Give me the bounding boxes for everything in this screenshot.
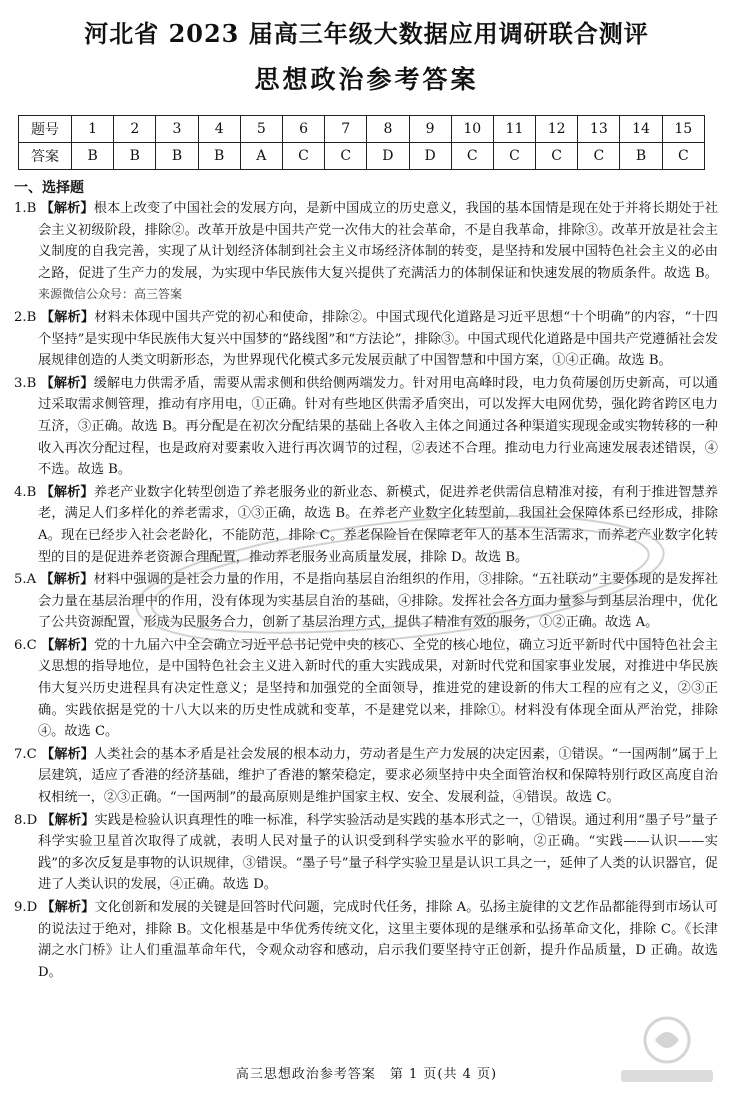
analysis-tag: 【解析】 [40, 746, 95, 762]
item-text: 根本上改变了中国社会的发展方向，是新中国成立的历史意义，我国的基本国情是现在处于并将长期处于社会主义初级阶段，排除②。改革开放是中国共产党一次伟大的社会革命，不是自我革命，排除③。改革开放是社会主义制度的自我完善，实现了从计划经济体制到社会主义市场经济体制的转变，是坚持和发展中国特色社会主义的必由之路，促进了生产力的发展，为实现中华民族伟大复兴提供了充满活力的体制保证和快速发展的物质条件。故选 B。 [38, 201, 718, 281]
section-title: 一、选择题 [14, 180, 84, 196]
page-title: 河北省 2023 届高三年级大数据应用调研联合测评 [84, 19, 649, 48]
answer-cell: C [325, 143, 367, 170]
answer-cell: C [282, 143, 324, 170]
question-number-cell: 10 [451, 116, 493, 143]
question-number-cell: 12 [536, 116, 578, 143]
explanation-item [14, 482, 718, 568]
answer-cell: C [536, 143, 578, 170]
answer-cell: C [493, 143, 535, 170]
analysis-tag: 【解析】 [40, 637, 95, 653]
page-footer: 高三思想政治参考答案 第 1 页(共 4 页) [235, 1067, 498, 1082]
item-number: 1.B [14, 201, 37, 216]
question-number-cell: 8 [367, 116, 409, 143]
explanation-item [14, 198, 718, 306]
item-number: 5.A [14, 572, 37, 588]
item-text: 养老产业数字化转型创造了养老服务业的新业态、新模式，促进养老供需信息精准对接，有利于推进智慧养老，满足人们多样化的养老需求，①③正确，故选 B。在养老产业数字化转型前，我国社会保障体系已经形成，排除 A。现在已经步入社会老龄化，不能防范，排除 C。养老保险旨在保障老年人的基本生活需求，而养老产业数字化转型的目的是促进养老资源合理配置，推动养老服务业高质量发展，排除 D。故选 B。 [38, 484, 718, 565]
explanation-list [14, 198, 718, 984]
item-number: 7.C [14, 746, 37, 762]
question-number-cell: 5 [240, 116, 282, 143]
explanation-item [14, 569, 718, 634]
explanation-item [14, 307, 718, 372]
answer-table-answer-row [19, 143, 705, 170]
explanation-item [14, 744, 718, 809]
analysis-tag: 【解析】 [40, 572, 94, 588]
answer-table [18, 115, 705, 170]
question-number-cell: 1 [72, 116, 114, 143]
answer-cell: C [451, 143, 493, 170]
item-text: 文化创新和发展的关键是回答时代问题，完成时代任务，排除 A。弘扬主旋律的文艺作品都能得到市场认可的说法过于绝对，排除 B。文化根基是中华优秀传统文化，这里主要体现的是继承和弘扬革命文化，排除 C。《长津湖之水门桥》让人们重温革命年代，令观众动容和感动，启示我们要坚持守正创新，提升作品质量，D 正确。故选 D。 [38, 900, 718, 980]
row-label-numbers: 题号 [19, 116, 72, 143]
answer-cell: B [72, 143, 114, 170]
source-note: 来源微信公众号：高三答案 [38, 287, 183, 302]
question-number-cell: 14 [620, 116, 662, 143]
answer-cell: D [409, 143, 451, 170]
item-text: 材料未体现中国共产党的初心和使命，排除②。中国式现代化道路是习近平思想“十个明确”的内容，“十四个坚持”是实现中华民族伟大复兴中国梦的“路线图”和“方法论”，排除③。中国式现代化道路是中国共产党遵循社会发展规律创造的人类文明新形态，为世界现代化模式多元发展贡献了中国智慧和中国方案，①④正确。故选 B。 [38, 309, 718, 369]
answer-cell: D [367, 143, 409, 170]
item-text: 人类社会的基本矛盾是社会发展的根本动力，劳动者是生产力发展的决定因素，①错误。“一国两制”属于上层建筑，适应了香港的经济基础，维护了香港的繁荣稳定，要求必须坚持中央全面管治权和保障特别行政区高度自治权相统一，②③正确。“一国两制”的最高原则是维护国家主权、安全、发展利益，④错误。故选 C。 [38, 746, 718, 806]
analysis-tag: 【解析】 [40, 309, 95, 325]
answer-table-number-row [19, 116, 705, 143]
item-text: 材料中强调的是社会力量的作用，不是指向基层自治组织的作用，③排除。“五社联动”主要体现的是发挥社会力量在基层治理中的作用，没有体现为实基层自治的基础，④排除。发挥社会各方面力量参与到基层治理中，优化了公共资源配置，形成为民服务合力，创新了基层治理方式，提供了精准有效的服务，①②正确。故选 A。 [38, 572, 718, 631]
item-number: 8.D [14, 812, 38, 828]
explanation-item [14, 897, 718, 983]
item-number: 4.B [14, 484, 37, 500]
item-number: 9.D [14, 900, 38, 915]
question-number-cell: 11 [493, 116, 535, 143]
question-number-cell: 7 [325, 116, 367, 143]
question-number-cell: 4 [198, 116, 240, 143]
answer-cell: C [578, 143, 620, 170]
item-number: 6.C [14, 637, 37, 653]
answer-cell: B [198, 143, 240, 170]
item-number: 3.B [14, 375, 37, 391]
question-number-cell: 3 [156, 116, 198, 143]
question-number-cell: 9 [409, 116, 451, 143]
analysis-tag: 【解析】 [40, 201, 94, 216]
question-number-cell: 6 [282, 116, 324, 143]
analysis-tag: 【解析】 [40, 484, 94, 500]
item-text: 党的十九届六中全会确立习近平总书记党中央的核心、全党的核心地位，确立习近平新时代中国特色社会主义思想的指导地位，是中国特色社会主义进入新时代的重大实践成果，对新时代党和国家事业发展，对推进中华民族伟大复兴历史进程具有决定性意义；是坚持和加强党的全面领导，推进党的建设新的伟大工程的应有之义，②③正确。实践依据是党的十八大以来的历史性成就和变革，不是建党以来，排除①。材料没有体现全面从严治党，排除④。故选 C。 [38, 637, 718, 740]
explanation-item [14, 635, 718, 743]
item-number: 2.B [14, 309, 37, 325]
question-number-cell: 15 [662, 116, 704, 143]
answer-cell: B [620, 143, 662, 170]
question-number-cell: 2 [114, 116, 156, 143]
explanation-item [14, 373, 718, 481]
answer-cell: B [114, 143, 156, 170]
explanation-item [14, 810, 718, 896]
row-label-answers: 答案 [19, 143, 72, 170]
item-text: 缓解电力供需矛盾，需要从需求侧和供给侧两端发力。针对用电高峰时段，电力负荷屡创历史新高，可以通过采取需求侧管理，推动有序用电，①正确。针对有些地区供需矛盾突出，可以发挥大电网优势，强化跨省跨区电力互济，③正确。故选 B。再分配是在初次分配结果的基础上各收入主体之间通过各种渠道实现现金或实物转移的一种收入再次分配过程，也是政府对要素收入进行再次调节的过程，②表述不合理。推动电力行业高速发展表述错误，④不选。故选 B。 [38, 375, 718, 478]
item-text: 实践是检验认识真理性的唯一标准，科学实验活动是实践的基本形式之一，①错误。通过利用“墨子号”量子科学实验卫星首次取得了成就，表明人民对量子的认识受到科学实验水平的影响，②正确。“实践——认识——实践”的多次反复是事物的认识规律，③错误。“墨子号”量子科学实验卫星是认识工具之一，延伸了人类的认识器官，促进了人类认识的发展，④正确。故选 D。 [38, 812, 718, 893]
question-number-cell: 13 [578, 116, 620, 143]
answer-cell: C [662, 143, 704, 170]
analysis-tag: 【解析】 [41, 900, 95, 915]
page-subtitle: 思想政治参考答案 [254, 65, 479, 94]
answer-cell: B [156, 143, 198, 170]
answer-cell: A [240, 143, 282, 170]
analysis-tag: 【解析】 [40, 375, 94, 391]
analysis-tag: 【解析】 [41, 812, 95, 828]
